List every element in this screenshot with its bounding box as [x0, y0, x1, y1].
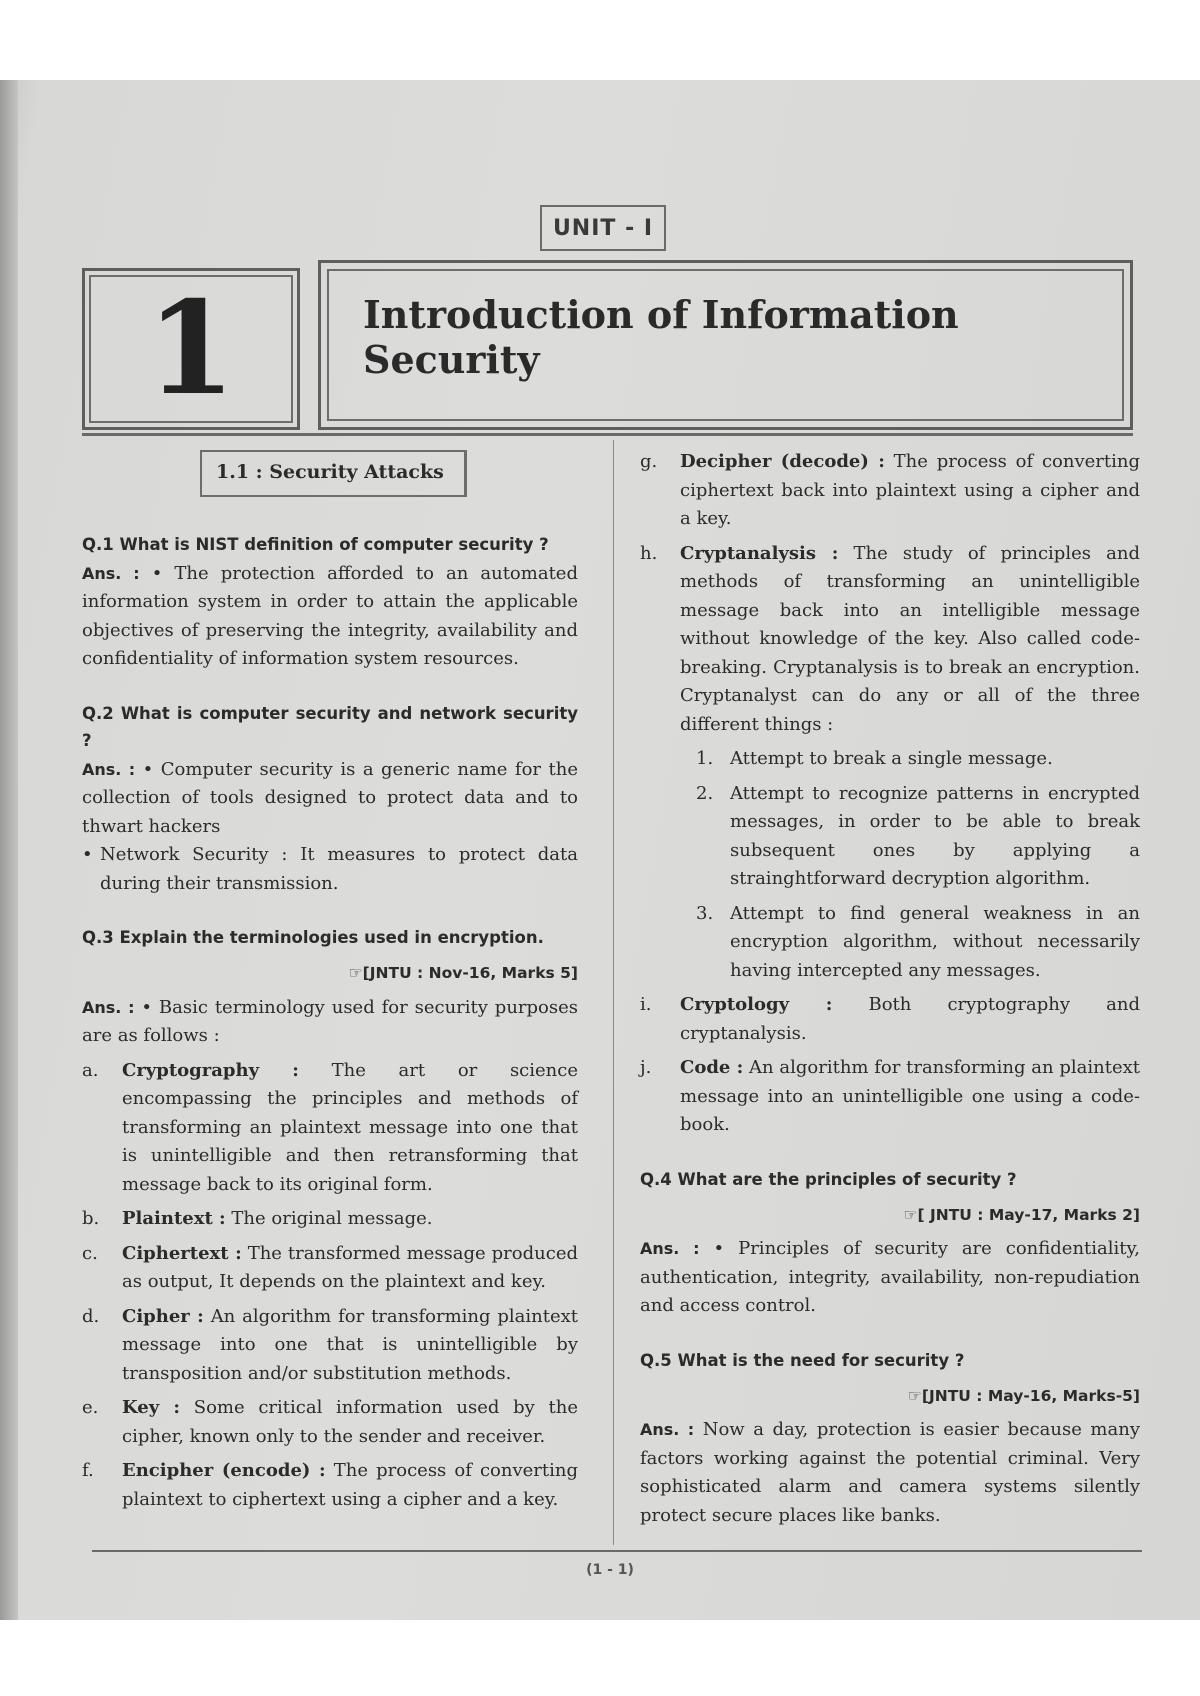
term: Cryptography : — [122, 1059, 299, 1081]
answer-2-text: • Computer security is a generic name for the collection of tools designed to protect data and to thwart hackers — [82, 758, 579, 837]
definition: The study of principles and methods of transforming an unintelligible message back into an intelligible message without knowledge of the key. Also called code-breaking. Cryptanalysis is to break an encryption. Cryptanalyst can do any or all of the three different things : — [680, 542, 1140, 735]
chapter-number-box — [82, 268, 300, 430]
definition: The transformed message produced as output, It depends on the plaintext and key. — [122, 1242, 578, 1292]
list-item: i. Cryptology : Both cryptography and cryptanalysis. — [640, 994, 1140, 1044]
definition: An algorithm for transforming plaintext message into one that is unintelligible by transposition and/or substitution methods. — [122, 1305, 578, 1384]
exam-reference: ☞[JNTU : May-16, Marks-5] — [907, 1386, 1140, 1405]
term: Key : — [122, 1397, 181, 1418]
question-4: Q.4 What are the principles of security ? — [640, 1169, 1017, 1189]
left-column — [82, 450, 578, 1514]
list-item: g. Decipher (decode) : The process of converting ciphertext back into plaintext using a cipher and a key. — [640, 451, 1140, 529]
page-edge-shadow — [0, 80, 18, 1620]
sub-list-item: 2. Attempt to recognize patterns in encrypted messages, in order to be able to break subsequent ones by applying a strainghtforward decryption algorithm. — [696, 782, 1140, 889]
list-item: a. Cryptography : The art or science encompassing the principles and methods of transforming an plaintext message into one that is unintelligible and then retransforming that message back to its original form. — [82, 1059, 578, 1195]
question-1: Q.1 What is NIST definition of computer security ? — [82, 534, 549, 554]
unit-label: UNIT - I — [540, 205, 666, 251]
answer-label: Ans. : — [82, 997, 135, 1017]
definition: An algorithm for transforming an plaintext message into an unintelligible one using a code-book. — [680, 1057, 1141, 1135]
answer-5 — [640, 1416, 1140, 1530]
section-heading: 1.1 : Security Attacks — [200, 450, 467, 497]
answer-2 — [82, 756, 578, 842]
definition: Both cryptography and cryptanalysis. — [680, 994, 1140, 1044]
answer-1-text: • The protection afforded to an automated information system in order to attain the applicable objectives of preserving the integrity, availability and confidentiality of information system resources. — [82, 562, 578, 669]
chapter-title: Introduction of Information Security — [327, 269, 1124, 421]
list-item: h. Cryptanalysis : The study of principles and methods of transforming an unintelligible message back into an intelligible message without knowledge of the key. Also called code-breaking. Cryptanalysis is to break an encryption. Cryptanalyst can do any or all of the three different things : — [640, 542, 1140, 735]
definition: Some critical information used by the cipher, known only to the sender and receiver. — [122, 1397, 578, 1447]
page-number: (1 - 1) — [586, 1562, 634, 1578]
term: Decipher (decode) : — [680, 451, 885, 472]
term: Cryptology : — [680, 994, 833, 1015]
right-column — [640, 448, 1140, 1530]
column-divider — [613, 440, 614, 1545]
term: Cryptanalysis : — [680, 542, 839, 564]
header-rule — [82, 433, 1133, 436]
exam-reference: ☞[JNTU : Nov-16, Marks 5] — [348, 964, 578, 982]
exam-reference: ☞[ JNTU : May-17, Marks 2] — [903, 1205, 1140, 1224]
answer-label: Ans. : — [82, 759, 136, 779]
answer-4 — [640, 1235, 1140, 1321]
answer-label: Ans. : — [640, 1420, 695, 1439]
term: Cipher : — [122, 1305, 204, 1327]
list-item: c. Ciphertext : The transformed message produced as output, It depends on the plaintext and key. — [82, 1242, 578, 1292]
question-5: Q.5 What is the need for security ? — [640, 1350, 965, 1370]
list-item: j. Code : An algorithm for transforming an plaintext message into an unintelligible one using a code-book. — [640, 1057, 1141, 1135]
term: Ciphertext : — [122, 1242, 242, 1264]
definition: The process of converting plaintext to ciphertext using a cipher and a key. — [122, 1460, 579, 1510]
chapter-number: 1 — [89, 275, 293, 423]
definition: The art or science encompassing the principles and methods of transforming an plaintext message into one that is unintelligible and then retransforming that message back to its original form. — [122, 1059, 578, 1195]
term: Plaintext : — [122, 1208, 226, 1229]
list-item: d. Cipher : An algorithm for transforming plaintext message into one that is unintelligible by transposition and/or substitution methods. — [82, 1305, 578, 1384]
answer-3-text: • Basic terminology used for security purposes are as follows : — [82, 996, 579, 1046]
answer-5-text: Now a day, protection is easier because many factors working against the potential criminal. Very sophisticated alarm and camera systems silently protect secure places like banks. — [640, 1419, 1140, 1526]
question-3: Q.3 Explain the terminologies used in encryption. — [82, 928, 544, 947]
question-2: Q.2 What is computer security and network security ? — [82, 703, 578, 750]
sub-list-item: 3. Attempt to find general weakness in an encryption algorithm, without necessarily having intercepted any messages. — [696, 902, 1140, 981]
answer-label: Ans. : — [82, 563, 140, 583]
chapter-title-box — [318, 260, 1133, 430]
footer-rule — [92, 1550, 1142, 1552]
term: Encipher (encode) : — [122, 1460, 326, 1481]
sub-list-item: 1. Attempt to break a single message. — [696, 748, 1053, 769]
list-item: b. Plaintext : The original message. — [82, 1208, 433, 1229]
bullet-text: Network Security : It measures to protect data during their transmission. — [100, 844, 578, 894]
term: Code : — [680, 1057, 744, 1078]
answer-1 — [82, 560, 578, 674]
answer-label: Ans. : — [640, 1239, 700, 1258]
list-item: e. Key : Some critical information used by the cipher, known only to the sender and receiver. — [82, 1397, 578, 1447]
list-item: f. Encipher (encode) : The process of converting plaintext to ciphertext using a cipher and a key. — [82, 1460, 579, 1510]
definition: The original message. — [225, 1208, 433, 1229]
answer-3 — [82, 994, 578, 1051]
list-item: • Network Security : It measures to protect data during their transmission. — [82, 841, 578, 898]
definition: The process of converting ciphertext back into plaintext using a cipher and a key. — [680, 451, 1140, 529]
answer-4-text: • Principles of security are confidentiality, authentication, integrity, availability, non-repudiation and access control. — [640, 1238, 1141, 1316]
